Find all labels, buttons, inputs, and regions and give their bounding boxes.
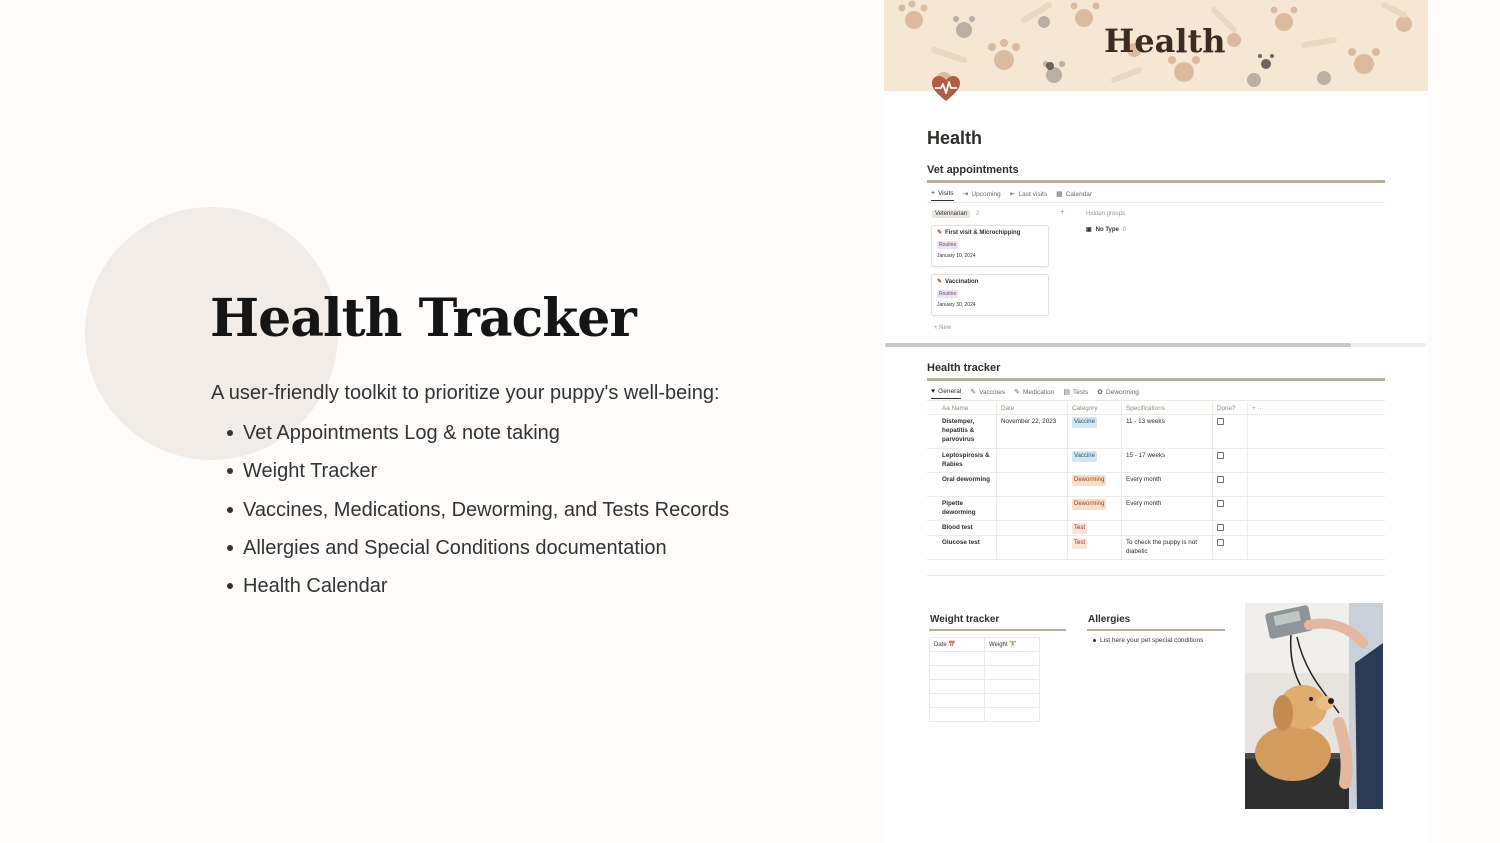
cell-empty <box>1248 497 1385 520</box>
feature-item: Vaccines, Medications, Deworming, and Tests Records <box>243 498 729 536</box>
cell-name: Blood test <box>927 521 997 535</box>
done-checkbox[interactable] <box>1217 476 1224 483</box>
cell-spec: 15 - 17 weeks <box>1122 449 1213 472</box>
calendar-icon: ▦ <box>1056 191 1063 198</box>
tab-medication[interactable] <box>1014 388 1054 399</box>
weight-tracker-title: Weight tracker <box>930 614 1000 625</box>
table-row[interactable] <box>927 497 1385 521</box>
board-group-header[interactable] <box>932 210 979 218</box>
vet-view-tabs <box>931 190 1092 201</box>
table-row[interactable] <box>930 680 1040 694</box>
card-tag: Routine <box>939 242 957 248</box>
add-column-button[interactable]: + ··· <box>1252 404 1264 412</box>
tab-general[interactable] <box>931 388 961 399</box>
done-checkbox[interactable] <box>1217 539 1224 546</box>
tab-upcoming[interactable] <box>963 190 1001 201</box>
promo-title: Health Tracker <box>210 288 636 349</box>
done-checkbox[interactable] <box>1217 418 1224 425</box>
cell-name: Distemper, hepatitis & parvovirus <box>927 415 997 448</box>
tab-deworming[interactable] <box>1097 388 1139 399</box>
vet-appointments-title: Vet appointments <box>927 164 1019 176</box>
tab-label: Tests <box>1073 388 1089 396</box>
arrow-out-icon: ⇤ <box>1009 191 1016 198</box>
cell-date <box>997 449 1068 472</box>
page-title: Health <box>927 128 983 148</box>
cell-name: Oral deworming <box>927 473 997 496</box>
health-table <box>927 402 1385 560</box>
cell-date: November 22, 2023 <box>997 415 1068 448</box>
table-row[interactable] <box>930 652 1040 666</box>
section-divider <box>927 180 1385 183</box>
arrow-in-icon: ⇥ <box>962 191 969 198</box>
cell-category <box>1068 449 1122 472</box>
category-pill: Test <box>1072 523 1087 534</box>
category-pill: Test <box>1072 538 1087 549</box>
syringe-icon: ✎ <box>937 279 943 285</box>
cell-empty <box>1248 473 1385 496</box>
empty-cell[interactable] <box>930 652 985 666</box>
health-tracker-title: Health tracker <box>927 362 1001 374</box>
feature-item: Vet Appointments Log & note taking <box>243 421 729 459</box>
card-date: January 30, 2024 <box>937 302 976 308</box>
pill-icon: ✎ <box>1014 389 1020 396</box>
tab-last-visits[interactable] <box>1010 190 1047 201</box>
empty-cell[interactable] <box>985 694 1040 708</box>
cell-spec <box>1122 521 1213 535</box>
cell-name: Leptospirosis & Rabies <box>927 449 997 472</box>
syringe-icon: ✎ <box>970 389 977 396</box>
cell-date <box>997 521 1068 535</box>
col-date[interactable]: Date 📅 <box>930 638 985 652</box>
table-row[interactable] <box>930 694 1040 708</box>
table-row[interactable] <box>927 473 1385 497</box>
category-pill: Vaccine <box>1072 417 1097 428</box>
card-title: Vaccination <box>945 278 979 285</box>
section-divider <box>927 378 1385 381</box>
allergies-title: Allergies <box>1088 614 1131 625</box>
table-row[interactable] <box>927 415 1385 449</box>
card-date: January 10, 2024 <box>937 253 976 259</box>
category-pill: Deworming <box>1072 499 1106 510</box>
document-icon: ▤ <box>1063 389 1070 396</box>
add-group-button[interactable]: + <box>1060 207 1065 216</box>
dog-on-scale-photo <box>1245 603 1383 809</box>
tab-label: Calendar <box>1065 190 1093 198</box>
cell-empty <box>1248 449 1385 472</box>
table-row[interactable] <box>930 708 1040 722</box>
allergies-list-item[interactable]: List here your pet special conditions <box>1100 637 1204 644</box>
col-name[interactable]: Aa Name <box>927 402 997 415</box>
done-checkbox[interactable] <box>1217 452 1224 459</box>
cell-done <box>1213 521 1248 535</box>
section-divider <box>1087 629 1225 631</box>
cell-spec: Every month <box>1122 473 1213 496</box>
cell-category <box>1068 521 1122 535</box>
cell-spec: 11 - 13 weeks <box>1122 415 1213 448</box>
tab-calendar[interactable] <box>1056 190 1092 201</box>
tab-tests[interactable] <box>1063 388 1088 399</box>
empty-cell[interactable] <box>930 666 985 680</box>
tab-vaccines[interactable] <box>970 388 1005 399</box>
appointment-card[interactable] <box>931 274 1049 316</box>
health-view-tabs <box>931 388 1139 399</box>
done-checkbox[interactable] <box>1217 500 1224 507</box>
inbox-icon: ▣ <box>1086 227 1092 233</box>
table-header <box>930 638 1040 652</box>
feature-item: Weight Tracker <box>243 459 729 497</box>
no-type-label: No Type <box>1095 226 1119 233</box>
tab-label: Visits <box>938 190 954 197</box>
hidden-groups-label: Hidden groups <box>1086 211 1126 217</box>
horizontal-scrollbar[interactable] <box>885 343 1426 347</box>
table-bottom-divider <box>927 575 1385 576</box>
cell-category <box>1068 536 1122 559</box>
feature-list <box>243 421 729 612</box>
page-cover[interactable] <box>884 0 1428 91</box>
cell-empty <box>1248 536 1385 559</box>
col-specifications[interactable]: Specifications <box>1122 402 1213 415</box>
tab-label: Upcoming <box>971 190 1001 198</box>
table-row[interactable] <box>930 666 1040 680</box>
cell-name: Glucose test <box>927 536 997 559</box>
cell-category <box>1068 497 1122 520</box>
cell-date <box>997 497 1068 520</box>
cell-empty <box>1248 415 1385 448</box>
feature-item: Health Calendar <box>243 574 729 612</box>
group-count: 2 <box>976 211 980 217</box>
paw-icon: ✿ <box>1097 389 1104 396</box>
section-divider <box>929 629 1066 631</box>
syringe-icon: ✎ <box>937 230 943 236</box>
tab-label: General <box>938 388 962 395</box>
tab-label: Medication <box>1022 388 1055 396</box>
table-row[interactable] <box>927 536 1385 560</box>
heart-icon: ♥ <box>931 388 936 395</box>
notion-page <box>884 0 1428 843</box>
no-type-group[interactable] <box>1086 226 1126 233</box>
cell-done <box>1213 497 1248 520</box>
col-done[interactable]: Done? <box>1213 402 1248 415</box>
cell-spec: To check the puppy is not diabetic <box>1122 536 1213 559</box>
tab-label: Vaccines <box>979 388 1006 396</box>
empty-cell[interactable] <box>930 680 985 694</box>
heart-pulse-icon[interactable] <box>932 76 960 102</box>
no-type-count: 0 <box>1122 226 1127 233</box>
cover-title: Health <box>1104 22 1226 60</box>
table-header <box>927 402 1385 415</box>
cell-date <box>997 536 1068 559</box>
cell-done <box>1213 415 1248 448</box>
group-tag: Veterinarian <box>932 210 970 218</box>
plus-icon: + <box>931 190 936 197</box>
appointment-card[interactable] <box>931 225 1049 267</box>
scrollbar-thumb[interactable] <box>885 343 1351 347</box>
empty-cell[interactable] <box>985 666 1040 680</box>
tab-label: Deworming <box>1106 388 1139 396</box>
col-date[interactable]: Date <box>997 402 1068 415</box>
cell-category <box>1068 415 1122 448</box>
category-pill: Vaccine <box>1072 451 1097 462</box>
cell-date <box>997 473 1068 496</box>
done-checkbox[interactable] <box>1217 524 1224 531</box>
weight-table <box>929 637 1040 722</box>
empty-cell[interactable] <box>930 708 985 722</box>
cell-category <box>1068 473 1122 496</box>
col-category[interactable]: Category <box>1068 402 1122 415</box>
feature-item: Allergies and Special Conditions documentation <box>243 536 729 574</box>
table-row[interactable] <box>927 449 1385 473</box>
tabs-divider <box>927 202 1385 203</box>
tab-visits[interactable] <box>931 190 954 201</box>
cell-empty <box>1248 521 1385 535</box>
card-tag: Routine <box>939 291 957 297</box>
empty-cell[interactable] <box>930 694 985 708</box>
cell-name: Pipette deworming <box>927 497 997 520</box>
empty-cell[interactable] <box>985 708 1040 722</box>
card-title: First visit & Microchipping <box>945 229 1021 236</box>
empty-cell[interactable] <box>985 680 1040 694</box>
cell-done <box>1213 449 1248 472</box>
empty-cell[interactable] <box>985 652 1040 666</box>
tab-label: Last visits <box>1018 190 1048 198</box>
category-pill: Deworming <box>1072 475 1106 486</box>
cell-spec: Every month <box>1122 497 1213 520</box>
cell-done <box>1213 473 1248 496</box>
promo-lead: A user-friendly toolkit to prioritize your puppy's well-being: <box>211 382 720 404</box>
table-row[interactable] <box>927 521 1385 536</box>
col-weight[interactable]: Weight 🏋 <box>985 638 1040 652</box>
new-card-button[interactable]: + New <box>934 325 952 331</box>
cell-done <box>1213 536 1248 559</box>
